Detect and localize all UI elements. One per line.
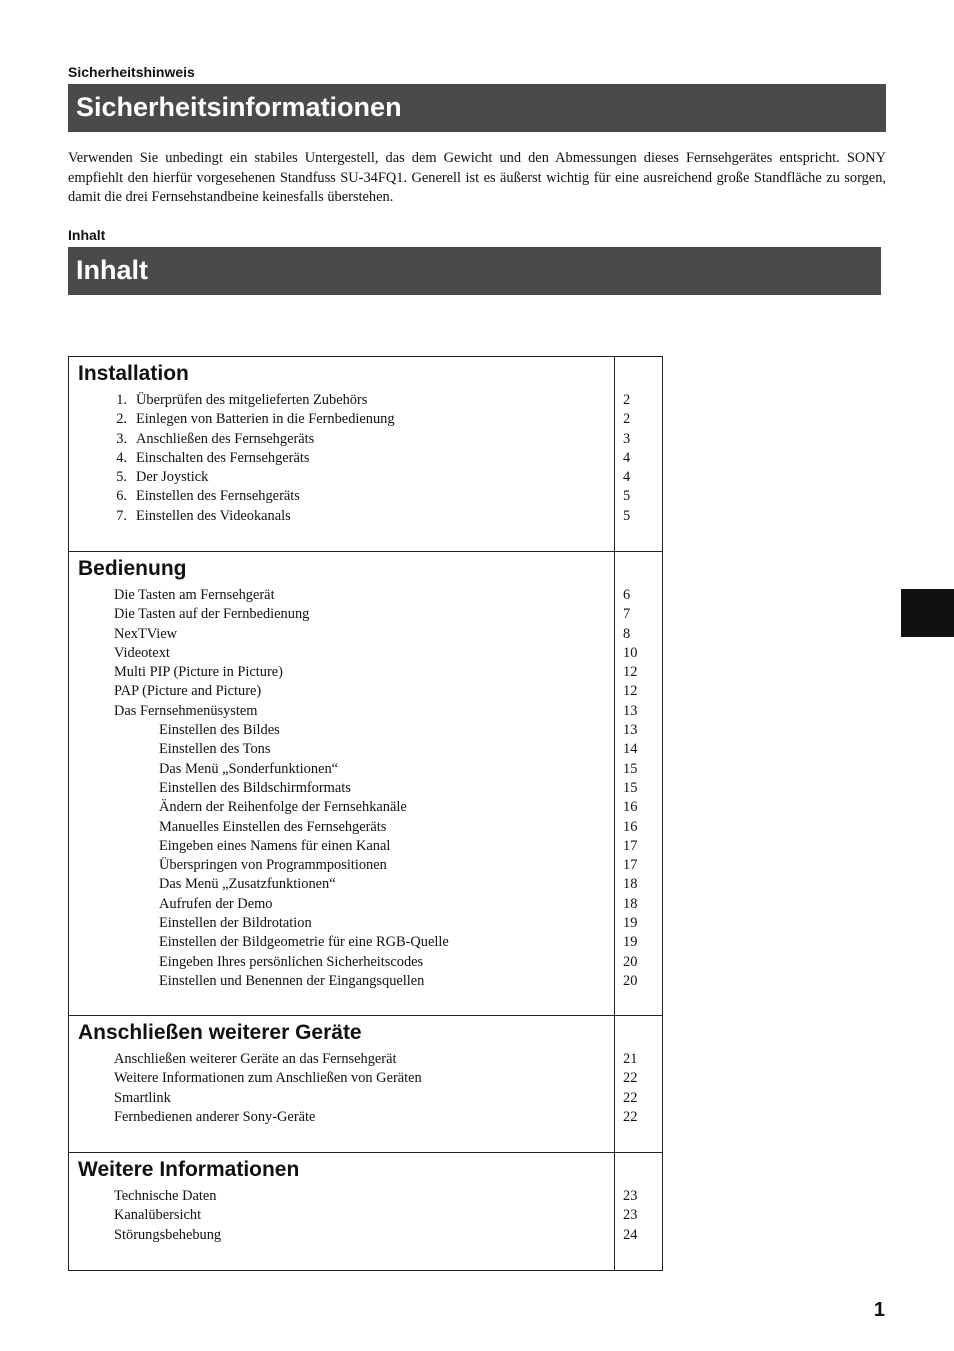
toc-entry-page: 2 <box>623 411 631 428</box>
toc-entry-page: 21 <box>623 1051 638 1067</box>
toc-entry-page: 2 <box>623 392 631 408</box>
toc-entry[interactable] <box>69 410 662 429</box>
toc-entry-page: 16 <box>623 818 638 835</box>
toc-section-title: Bedienung <box>78 557 187 580</box>
toc-entry-label: Eingeben Ihres persönlichen Sicherheitscodes <box>159 953 424 970</box>
toc-entry-page: 20 <box>623 953 638 970</box>
toc-entry-number: 2. <box>116 411 127 428</box>
toc-entry-number: 1. <box>116 392 127 408</box>
toc-entry-page: 18 <box>623 876 638 893</box>
toc-entry-number: 4. <box>116 449 127 466</box>
toc-entry[interactable] <box>69 721 662 740</box>
toc-entry-page: 18 <box>623 895 638 912</box>
toc-entry-label: Smartlink <box>114 1089 171 1106</box>
toc-entry[interactable] <box>69 663 662 682</box>
toc-entry-label: Einstellen des Tons <box>159 741 271 758</box>
toc-entry[interactable] <box>69 953 662 972</box>
toc-entry-page: 5 <box>623 507 631 524</box>
toc-entry-page: 15 <box>623 760 638 777</box>
toc-entry-label: Fernbedienen anderer Sony-Geräte <box>114 1108 316 1125</box>
toc-entry-label: Einstellen des Bildes <box>159 722 280 739</box>
toc-entry-number: 7. <box>116 507 127 524</box>
toc-entry-page: 12 <box>623 664 638 681</box>
toc-entry-label: Technische Daten <box>114 1188 217 1204</box>
toc-entry-page: 12 <box>623 683 638 700</box>
toc-entry-label: Einschalten des Fernsehgeräts <box>136 449 310 466</box>
toc-entry-page: 8 <box>623 625 631 642</box>
safety-kicker: Sicherheitshinweis <box>68 64 195 80</box>
toc-entry-label: Videotext <box>114 644 170 661</box>
toc-entry[interactable] <box>69 1089 662 1108</box>
toc-entry[interactable] <box>69 740 662 759</box>
toc-entry-label: Anschließen des Fernsehgeräts <box>136 430 315 447</box>
toc-entry-label: Das Menü „Zusatzfunktionen“ <box>159 876 336 893</box>
toc-entry-label: Überspringen von Programmpositionen <box>159 857 387 874</box>
toc-entry-page: 6 <box>623 587 631 603</box>
toc-entry-label: Weitere Informationen zum Anschließen von Geräten <box>114 1070 422 1087</box>
safety-text: Verwenden Sie unbedingt ein stabiles Untergestell, das dem Gewicht und den Abmessungen dieses Fernsehgerätes entspricht. SONY empfiehlt den hierfür vorgesehenen Standfuss SU-34FQ1. Generell ist es äußerst wichtig für eine ausreichend große Standfläche zu sorgen, damit die drei Fernsehstandbeine keinesfalls überstehen. <box>68 150 886 205</box>
toc-entry-page: 5 <box>623 488 631 505</box>
toc-entry-page: 24 <box>623 1226 638 1243</box>
toc-entry[interactable] <box>69 702 662 721</box>
toc-entry[interactable] <box>69 818 662 837</box>
toc-entry-page: 3 <box>623 430 631 447</box>
toc-entry-number: 5. <box>116 469 127 486</box>
toc-entry-label: Der Joystick <box>136 469 209 486</box>
toc-entry-number: 6. <box>116 488 127 505</box>
safety-heading: Sicherheitsinformationen <box>68 84 886 132</box>
toc-entry-label: Die Tasten am Fernsehgerät <box>114 587 275 603</box>
toc-entry-label: PAP (Picture and Picture) <box>114 683 262 700</box>
toc-entry-label: Einstellen der Bildrotation <box>159 915 312 932</box>
toc-section <box>69 551 662 1015</box>
toc-entry[interactable] <box>69 914 662 933</box>
toc-entry[interactable] <box>69 779 662 798</box>
toc-section <box>69 1152 662 1270</box>
toc-entry-label: Die Tasten auf der Fernbedienung <box>114 606 310 623</box>
toc-entry-label: Einstellen des Bildschirmformats <box>159 779 351 796</box>
toc-entry-label: Einstellen des Fernsehgeräts <box>136 488 300 505</box>
toc-entry[interactable] <box>69 605 662 624</box>
toc-entry-label: Das Menü „Sonderfunktionen“ <box>159 760 339 777</box>
toc-entry-page: 23 <box>623 1207 638 1224</box>
toc-entry[interactable] <box>69 625 662 644</box>
toc-section-title: Weitere Informationen <box>78 1158 300 1181</box>
toc-entry[interactable] <box>69 1226 662 1245</box>
toc-entry[interactable] <box>69 644 662 663</box>
toc-entry[interactable] <box>69 895 662 914</box>
toc-entry[interactable] <box>69 837 662 856</box>
toc-entry-label: Multi PIP (Picture in Picture) <box>114 664 283 681</box>
toc-entry-page: 22 <box>623 1089 638 1106</box>
toc-entry-label: Kanalübersicht <box>114 1207 202 1224</box>
toc-entry-label: Aufrufen der Demo <box>159 895 273 912</box>
toc-entry[interactable] <box>69 760 662 779</box>
toc-entry[interactable] <box>69 972 662 991</box>
toc-entry[interactable] <box>69 487 662 506</box>
toc-entry-page: 14 <box>623 741 638 758</box>
toc-entry-page: 22 <box>623 1070 638 1087</box>
toc-entry-page: 22 <box>623 1108 638 1125</box>
page-number: 1 <box>873 1299 885 1321</box>
toc-entry-label: Das Fernsehmenüsystem <box>114 702 258 719</box>
toc-entry[interactable] <box>69 798 662 817</box>
toc-section <box>69 357 662 551</box>
toc-section-title: Anschließen weiterer Geräte <box>78 1021 362 1044</box>
toc-entry-page: 13 <box>623 702 638 719</box>
toc-entry-page: 19 <box>623 915 638 932</box>
toc-entry-label: Ändern der Reihenfolge der Fernsehkanäle <box>159 799 407 816</box>
toc-entry-label: Störungsbehebung <box>114 1226 222 1243</box>
toc-entry[interactable] <box>69 856 662 875</box>
contents-kicker: Inhalt <box>68 227 106 243</box>
toc-entry-page: 19 <box>623 934 638 951</box>
toc-entry-page: 7 <box>623 606 631 623</box>
toc-entry-number: 3. <box>116 430 127 447</box>
toc-entry-page: 20 <box>623 972 638 989</box>
toc-entry[interactable] <box>69 1050 662 1069</box>
toc-entry[interactable] <box>69 430 662 449</box>
toc-entry[interactable] <box>69 1108 662 1127</box>
toc-entry[interactable] <box>69 933 662 952</box>
toc-entry[interactable] <box>69 875 662 894</box>
toc-entry[interactable] <box>69 507 662 526</box>
toc-entry-label: Manuelles Einstellen des Fernsehgeräts <box>159 818 387 835</box>
toc-entry[interactable] <box>69 391 662 410</box>
toc-entry-page: 4 <box>623 449 631 466</box>
toc-entry-page: 17 <box>623 837 638 854</box>
toc-entry[interactable] <box>69 682 662 701</box>
table-of-contents <box>68 356 663 1271</box>
toc-entry-label: Einstellen und Benennen der Eingangsquellen <box>159 972 425 989</box>
toc-entry-page: 17 <box>623 857 638 874</box>
toc-entry-page: 4 <box>623 469 631 486</box>
toc-entry-label: Einstellen des Videokanals <box>136 507 291 524</box>
toc-entry-label: Einstellen der Bildgeometrie für eine RGB-Quelle <box>159 934 449 951</box>
toc-entry-label: Eingeben eines Namens für einen Kanal <box>159 837 391 854</box>
toc-entry[interactable] <box>69 468 662 487</box>
toc-section <box>69 1015 662 1152</box>
toc-entry-page: 10 <box>623 644 638 661</box>
toc-entry-label: NexTView <box>114 625 178 642</box>
chapter-edge-tab <box>901 589 954 637</box>
toc-entry[interactable] <box>69 1069 662 1088</box>
toc-section-title: Installation <box>78 362 189 385</box>
toc-entry-label: Überprüfen des mitgelieferten Zubehörs <box>136 392 368 408</box>
toc-entry-page: 23 <box>623 1188 638 1204</box>
toc-entry-label: Einlegen von Batterien in die Fernbedienung <box>136 411 395 428</box>
toc-entry[interactable] <box>69 449 662 468</box>
contents-heading: Inhalt <box>68 247 881 295</box>
toc-entry[interactable] <box>69 586 662 605</box>
toc-entry[interactable] <box>69 1206 662 1225</box>
toc-entry[interactable] <box>69 1187 662 1206</box>
toc-entry-page: 15 <box>623 779 638 796</box>
toc-entry-label: Anschließen weiterer Geräte an das Fernsehgerät <box>114 1051 397 1067</box>
toc-entry-page: 13 <box>623 722 638 739</box>
toc-entry-page: 16 <box>623 799 638 816</box>
